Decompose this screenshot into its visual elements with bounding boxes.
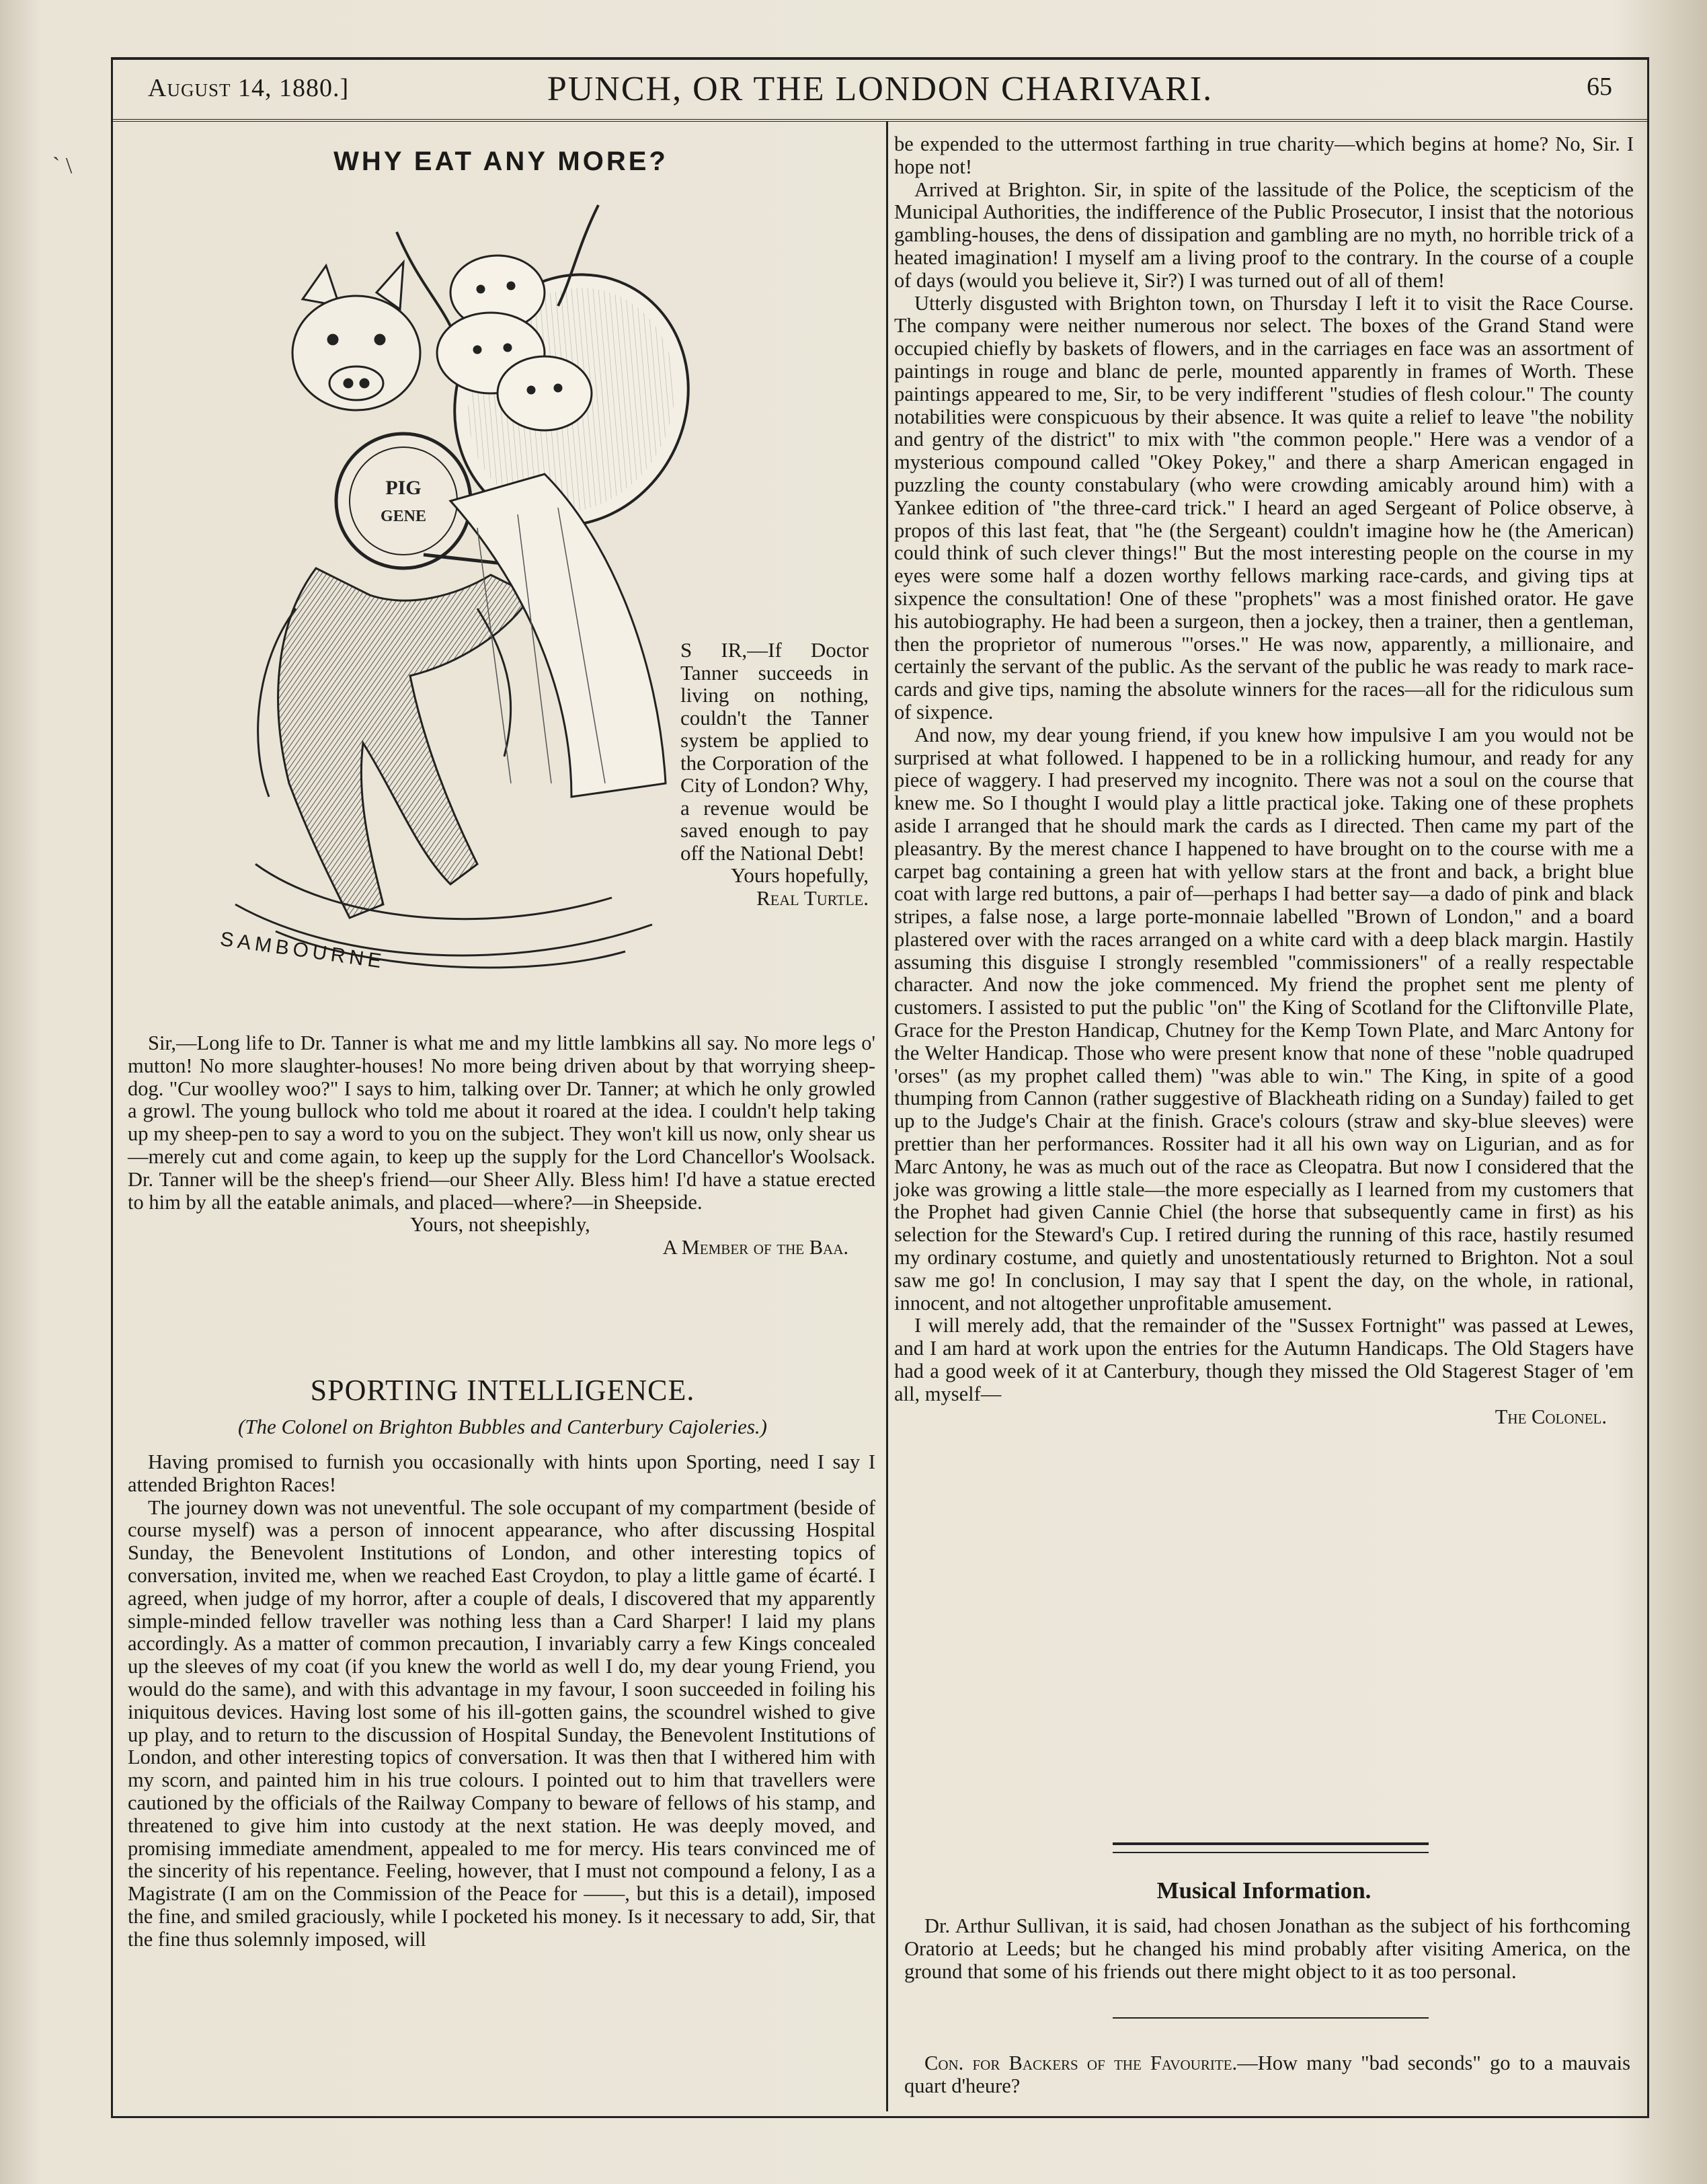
column-divider [886, 121, 888, 2111]
musical-column [904, 1915, 1630, 1983]
sporting-paragraph: The journey down was not uneventful. The sole occupant of my compartment (beside of course myself) was a person of innocent appearance, who after discussing Hospital Sunday, the Benevolent Institutions of London, and other interesting topics of conversation, invited me, when we reached East Croydon, to play a little game of écarté. I agreed, when judge of my horror, after a couple of deals, I discovered that my apparently simple-minded fellow traveller was nothing less than a Card Sharper! I laid my plans accordingly. As a matter of common precaution, I invariably carry a few Kings concealed up the sleeves of my coat (if you knew the world as well I do, my dear young Friend, you would do the same), and with this advantage in my favour, I soon succeeded in foiling his iniquitous devices. Having lost some of his ill-gotten gains, the scoundrel wished to give up play, and to return to the discussion of Hospital Sunday, the Benevolent Institutions of London, and other interesting topics of conversation. It was then that I withered him with my scorn, and painted him in his true colours. I pointed out to him that travellers were cautioned by the officials of the Railway Company to beware of fellows of his stamp, and threatened to give him into custody at the next station. He was deeply moved, and promising immediate amendment, appealed to me for mercy. His tears convinced me of the sincerity of his repentance. Feeling, however, that I must not compound a felony, I as a Magistrate (I am on the Commission of the Peace for ——, but this is a detail), imposed the fine, and smiled graciously, while I pocketed his money. Is it necessary to add, Sir, that the fine thus solemnly imposed, will [128, 1495, 875, 1951]
musical-body: Dr. Arthur Sullivan, it is said, had chosen Jonathan as the subject of his forthcoming Oratorio at Leeds; but he changed his mind probably after visiting America, on the ground that some of his friends out there might object to it as too personal. [904, 1914, 1630, 1983]
header-date: August 14, 1880.] [148, 74, 350, 102]
section-subheading-sporting: (The Colonel on Brighton Bubbles and Canterbury Cajoleries.) [237, 1415, 767, 1438]
header-title: PUNCH, OR THE LONDON CHARIVARI. [547, 70, 1214, 108]
letter-turtle-text: S IR,—If Doctor Tanner succeeds in living on nothing, couldn't the Tanner system be applied to the Corporation of the City of London? Why, a revenue would be saved enough to pay off the National Debt! [680, 638, 869, 865]
letter-baa-signature: A Member of the Baa. [662, 1236, 848, 1259]
letter-baa-body: Sir,—Long life to Dr. Tanner is what me and my little lambkins all say. No more legs o' mutton! No more slaughter-houses! No more being driven about by that worrying sheep-dog. "Cur woolley woo?" I says to him, talking over Dr. Tanner; at which he only growled a growl. The young bullock who told me about it roared at the idea. I couldn't help taking up my sheep-pen to say a word to you on the subject. They won't kill us now, only shear us—merely cut and come again, to keep up the supply for the Lord Chancellor's Woolsack. Dr. Tanner will be the sheep's friend—our Sheer Ally. Bless him! I'd have a statue erected to him by all the eatable animals, and placed—where?—in Sheepside. [128, 1031, 875, 1214]
section-heading-musical: Musical Information. [1156, 1877, 1372, 1904]
con-text: —How many "bad seconds" go to a mauvais quart d'heure? [904, 2052, 1631, 2097]
letter-baa [128, 1032, 875, 1259]
letter-real-turtle [680, 639, 869, 909]
svg-text:GENE: GENE [380, 508, 427, 525]
letter-turtle-closing: Yours hopefully, [731, 863, 869, 887]
con-label: Con. for Backers of the Favourite. [924, 2052, 1238, 2074]
starving-man-illustration [195, 192, 706, 988]
sporting-paragraph: Arrived at Brighton. Sir, in spite of the lassitude of the Police, the scepticism of the Municipal Authorities, the indifference of the Public Prosecutor, I insist that the notorious gambling-houses, the dens of dissipation and gambling are no myth, no horrible trick of a heated imagination! I myself am a living proof to the contrary. In the course of a couple of days (would you believe it, Sir?) I was turned out of all of them! [894, 178, 1634, 292]
sporting-paragraph: Utterly disgusted with Brighton town, on Thursday I left it to visit the Race Course. The company were neither numerous nor select. The boxes of the Grand Stand were occupied chiefly by baskets of flowers, and in the carriages en face was an assortment of paintings in rouge and blanc de perle, mounted apparently in frames of Worth. These paintings appeared to me, Sir, to be very indifferent "studies of flesh colour." The county notabilities were conspicuous by their absence. It was quite a relief to leave "the nobility and gentry of the district" to mix with "the common people." Here was a vendor of a mysterious compound called "Okey Pokey," and there a sharp American engaged in puzzling the county constabulary (who were crowding amicably around him) with a Yankee edition of "the three-card trick." I heard an aged Sergeant of Police observe, à propos of this last feat, that "he (the Sergeant) couldn't imagine how he (the American) could think of such clever things!" But the most interesting people on the course in my eyes were some half a dozen worthy fellows marking race-cards, and giving tips at sixpence the consultation! One of these "prophets" was a most finished orator. He gave his autobiography. He had been a surgeon, then a jockey, then a trainer, then a gentleman, then the proprietor of numerous "'orses." He was now, apparently, a millionaire, and certainly the servant of the public. As the servant of the public he was ready to mark race-cards and give tips, naming the absolute winners for the races—all for the ridiculous sum of sixpence. [894, 291, 1634, 724]
page-number: 65 [1587, 73, 1612, 101]
sporting-paragraph: And now, my dear young friend, if you knew how impulsive I am you would not be surprised at what followed. I happened to be in a rollicking humour, and ready for any piece of waggery. I had preserved my incognito. There was not a soul on the course that knew me. So I thought I would play a little practical joke. Taking one of these prophets aside I arranged that he should mark the cards as I directed. Then came my part of the pleasantry. By the merest chance I happened to have brought on to the course with me a carpet bag containing a green hat with yellow stars at the front and back, a bright blue coat with large red buttons, a pair of—perhaps I had better say—a dado of pink and black stripes, a false nose, a large porte-monnaie labelled "Brown of London," and a board plastered over with the races arranged on a white card with a deep black margin. Hastily assuming this disguise I strongly resembled "commissioners" of a really respectable character. And now the joke commenced. My friend the prophet sent me plenty of customers. I assisted to put the public "on" the King of Scotland for the Cliftonville Plate, Grace for the Preston Handicap, Chutney for the Kemp Town Plate, and Marc Antony for the Welter Handicap. Those who were present know that none of these "noble quadruped 'orses" (as my prophet called them) "was able to win." The King, in spite of a good thumping from Cannon (rather suggestive of Blackheath riding on a Sunday) failed to get up to the Judge's Chair at the finish. Grace's colours (straw and sky-blue sleeves) were prettier than her performances. Rossiter had it all his own way on Ligurian, and as for Marc Antony, he was as much out of the race as Cleopatra. But now I considered that the joke was growing a little stale—the more especially as I learned from my customers that the Prophet had given Cannie Chiel (the horse that subsequently came in first) as his selection for the Steward's Cup. I retired during the running of this race, hastily resumed my ordinary costume, and quietly and unostentatiously returned to Brighton. Not a soul saw me go! In conclusion, I may say that I spent the day, on the whole, in rational, innocent, and not altogether unprofitable amusement. [894, 723, 1634, 1315]
sporting-signature: The Colonel. [1495, 1405, 1607, 1428]
con-column [904, 2052, 1630, 2098]
letter-turtle-signature: Real Turtle. [756, 886, 869, 910]
cartoon-title: WHY EAT ANY MORE? [333, 147, 668, 176]
margin-mark: ` \ [52, 153, 73, 178]
sporting-paragraph: be expended to the uttermost farthing in true charity—which begins at home? No, Sir. I hope not! [894, 132, 1634, 178]
divider-rule [1113, 1842, 1429, 1853]
svg-text:PIG: PIG [385, 477, 422, 499]
divider-rule [1113, 2017, 1429, 2019]
sporting-paragraph: Having promised to furnish you occasionally with hints upon Sporting, need I say I attended Brighton Races! [128, 1450, 875, 1496]
sporting-right-column [894, 133, 1634, 1428]
artist-signature: SAMBOURNE [219, 928, 387, 974]
letter-baa-closing: Yours, not sheepishly, [410, 1213, 590, 1237]
pig-icon [292, 262, 420, 410]
section-heading-sporting: SPORTING INTELLIGENCE. [310, 1374, 695, 1407]
sporting-paragraph: I will merely add, that the remainder of the "Sussex Fortnight" was passed at Lewes, and I am hard at work upon the entries for the Autumn Handicaps. The Old Stagers have had a good week of it at Canterbury, though they missed the Old Stagerest Stager of 'em all, myself— [894, 1314, 1634, 1405]
sporting-left-column [128, 1451, 875, 1951]
